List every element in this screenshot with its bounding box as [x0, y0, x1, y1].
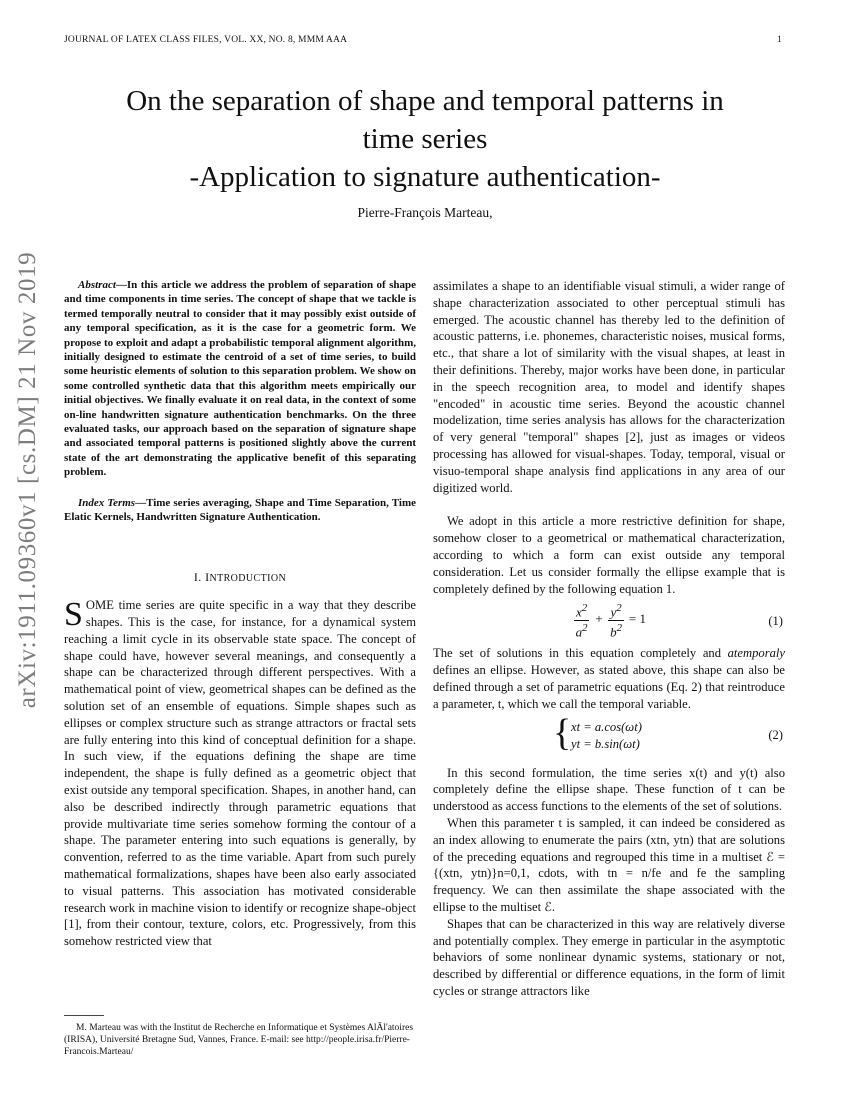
paper-title: [40, 82, 810, 196]
atemporaly-emphasis: atemporaly: [727, 646, 785, 661]
footnote-divider: [64, 1015, 104, 1016]
arxiv-watermark: [8, 251, 48, 709]
introduction-text: OME time series are quite specific in a way that they describe shapes. This is the case, for instance, for a dynamical system reaching a limit cycle in its observable state space. The concept of shape could have, however several meanings, and consequently a shape can be characterized through different perspectives. With a mathematical point of view, geometrical shapes can be defined as the solution set of an ensemble of equations. Simple shapes such as ellipses or complex structure such as strange attractors or fractal sets are fully entering into this kind of conceptual definition for a shape. In such view, if the equations defining the shape are time independent, the shape is fully defined as a geometric object that exist outside any temporal specification. Shapes, in another hand, can also be described indirectly through parametric equations that provide multivariate time series somehow forming the contour of a shape. The parameter entering into such equations is generally, by convention, referred to as the time variable. Apart from such purely mathematical formalizations, shapes have been also early associated to visual patterns. This association has motivated considerable research work in machine vision to identify or recognize shape-object [1], from their contour, texture, colors, etc. Progressively, from this somehow restricted view that: [64, 598, 416, 949]
fraction-y: $\frac{y^2}{b^2}$: [610, 602, 623, 639]
paragraph-2: We adopt in this article a more restrictive definition for shape, somehow closer to a geometrical or mathematical characterization, according to which a form can exist outside any temporal consideration. Let us consider formally the ellipse example that is completely defined by the following equation 1.: [433, 514, 785, 596]
index-terms-text: —Time series averaging, Shape and Time Separation, Time Elatic Kernels, Handwritten Signature Authentication.: [64, 496, 416, 524]
abstract-text: —In this article we address the problem of separation of shape and time components in time series. The concept of shape that we tackle is termed temporally neutral to consider that it may possibly exist outside of any temporal specification, as it is the case for a geometric form. We propose to exploit and adapt a probabilistic temporal alignment algorithm, initially designed to estimate the centroid of a set of time series, to build some heuristic elements of solution to this separation problem. We show on some controlled synthetic data that this algorithm meets empirically our initial objectives. We finally evaluate it on real data, in the context of some on-line handwritten signature authentication benchmarks. On the three evaluated tasks, our approach based on the separation of signature shape and associated temporal patterns is positioned slightly above the current state of the art demonstrating the applicative benefit of this separating problem.: [64, 279, 416, 479]
right-column: [433, 278, 785, 1000]
page-number: 1: [777, 35, 782, 45]
author-line: Pierre-François Marteau,: [357, 205, 493, 220]
paragraph-6: Shapes that can be characterized in this way are relatively diverse and potentially complex. They emerge in particular in the asymptotic behaviors of some nonlinear dynamic systems, stationary or not, described by differential or difference equations, in the form of limit cycles or strange attractors like: [433, 916, 785, 998]
section-heading-introduction: I. INTRODUCTION: [193, 569, 287, 584]
introduction-paragraph: [64, 597, 416, 950]
equation-2: [433, 711, 785, 759]
equation-2-line-1: xt = a.cos(ωt): [571, 719, 642, 734]
equation-1: [433, 601, 785, 641]
title-line-2: time series: [362, 123, 488, 155]
equation-2-line-2: yt = b.sin(ωt): [571, 736, 640, 751]
left-column: [64, 278, 416, 950]
paragraph-5: When this parameter t is sampled, it can indeed be considered as an index allowing to enumerate the pairs (xtn, ytn) that are solutions of the preceding equations and regrouped this time in a multiset ℰ = {(xtn, ytn)}n=0,1, cdots, with tn = n/fe and fe the sampling frequency. We can then assimilate the shape associated with the ellipse to the multiset ℰ.: [433, 815, 785, 914]
equation-2-brace: {: [553, 711, 572, 754]
equation-1-rhs: = 1: [628, 611, 647, 627]
title-line-1: On the separation of shape and temporal patterns in: [126, 85, 724, 117]
abstract-label: Abstract: [78, 279, 116, 291]
author-footnote: M. Marteau was with the Institut de Recherche en Informatique et Systèmes AlÃl'atoires (IRISA), Université Bretagne Sud, Vannes, France. E-mail: see http://people.irisa.fr/Pierre-Francois.Marteau/: [64, 1023, 414, 1057]
index-terms: [64, 496, 416, 525]
equation-1-body: $\frac{x^2}{a^2}$ + $\frac{y^2}{b^2}$ = 1: [575, 602, 647, 639]
index-terms-label: Index Terms: [78, 496, 136, 509]
fraction-x: $\frac{x^2}{a^2}$: [575, 602, 588, 639]
equation-2-number: (2): [768, 727, 783, 742]
journal-name: JOURNAL OF LATEX CLASS FILES, VOL. XX, NO. 8, MMM AAA: [64, 35, 348, 45]
paragraph-3: The set of solutions in this equation completely and atemporaly defines an ellipse. However, as stated above, this shape can also be defined through a set of parametric equations (Eq. 2) that reintroduce a parameter, t, which we call the temporal variable.: [433, 646, 785, 711]
arxiv-identifier: arXiv:1911.09360v1 [cs.DM] 21 Nov 2019: [14, 251, 41, 709]
running-header: [64, 35, 782, 45]
drop-cap: S: [64, 596, 83, 634]
paragraph-1: assimilates a shape to an identifiable visual stimuli, a wider range of shape characterization associated to other perceptual stimuli has emerged. The acoustic channel has thereby led to the definition of acoustic patterns, i.e. phonemes, characteristic noises, musical forms, etc., that share a lot of similarity with the visual shapes, at least in their definitions. Thereby, major works have been done, in particular in the speech recognition area, to model and identify shapes "encoded" in acoustic time series. Beyond the acoustic channel modelization, time series analysis has allows for the characterization of very general "temporal" shapes [2], just as images or videos processing has allowed for visual-shapes. Today, temporal, visual or visuo-temporal shape analysis find applications in any area of our digitized world.: [433, 279, 785, 495]
abstract: [64, 278, 416, 480]
equation-2-lines: [571, 719, 642, 753]
paragraph-4: In this second formulation, the time series x(t) and y(t) also completely define the ellipse shape. These function of t can be understood as access functions to the elements of the set of solutions.: [433, 765, 785, 814]
equation-1-number: (1): [768, 614, 783, 629]
title-line-3: -Application to signature authentication-: [189, 161, 661, 193]
